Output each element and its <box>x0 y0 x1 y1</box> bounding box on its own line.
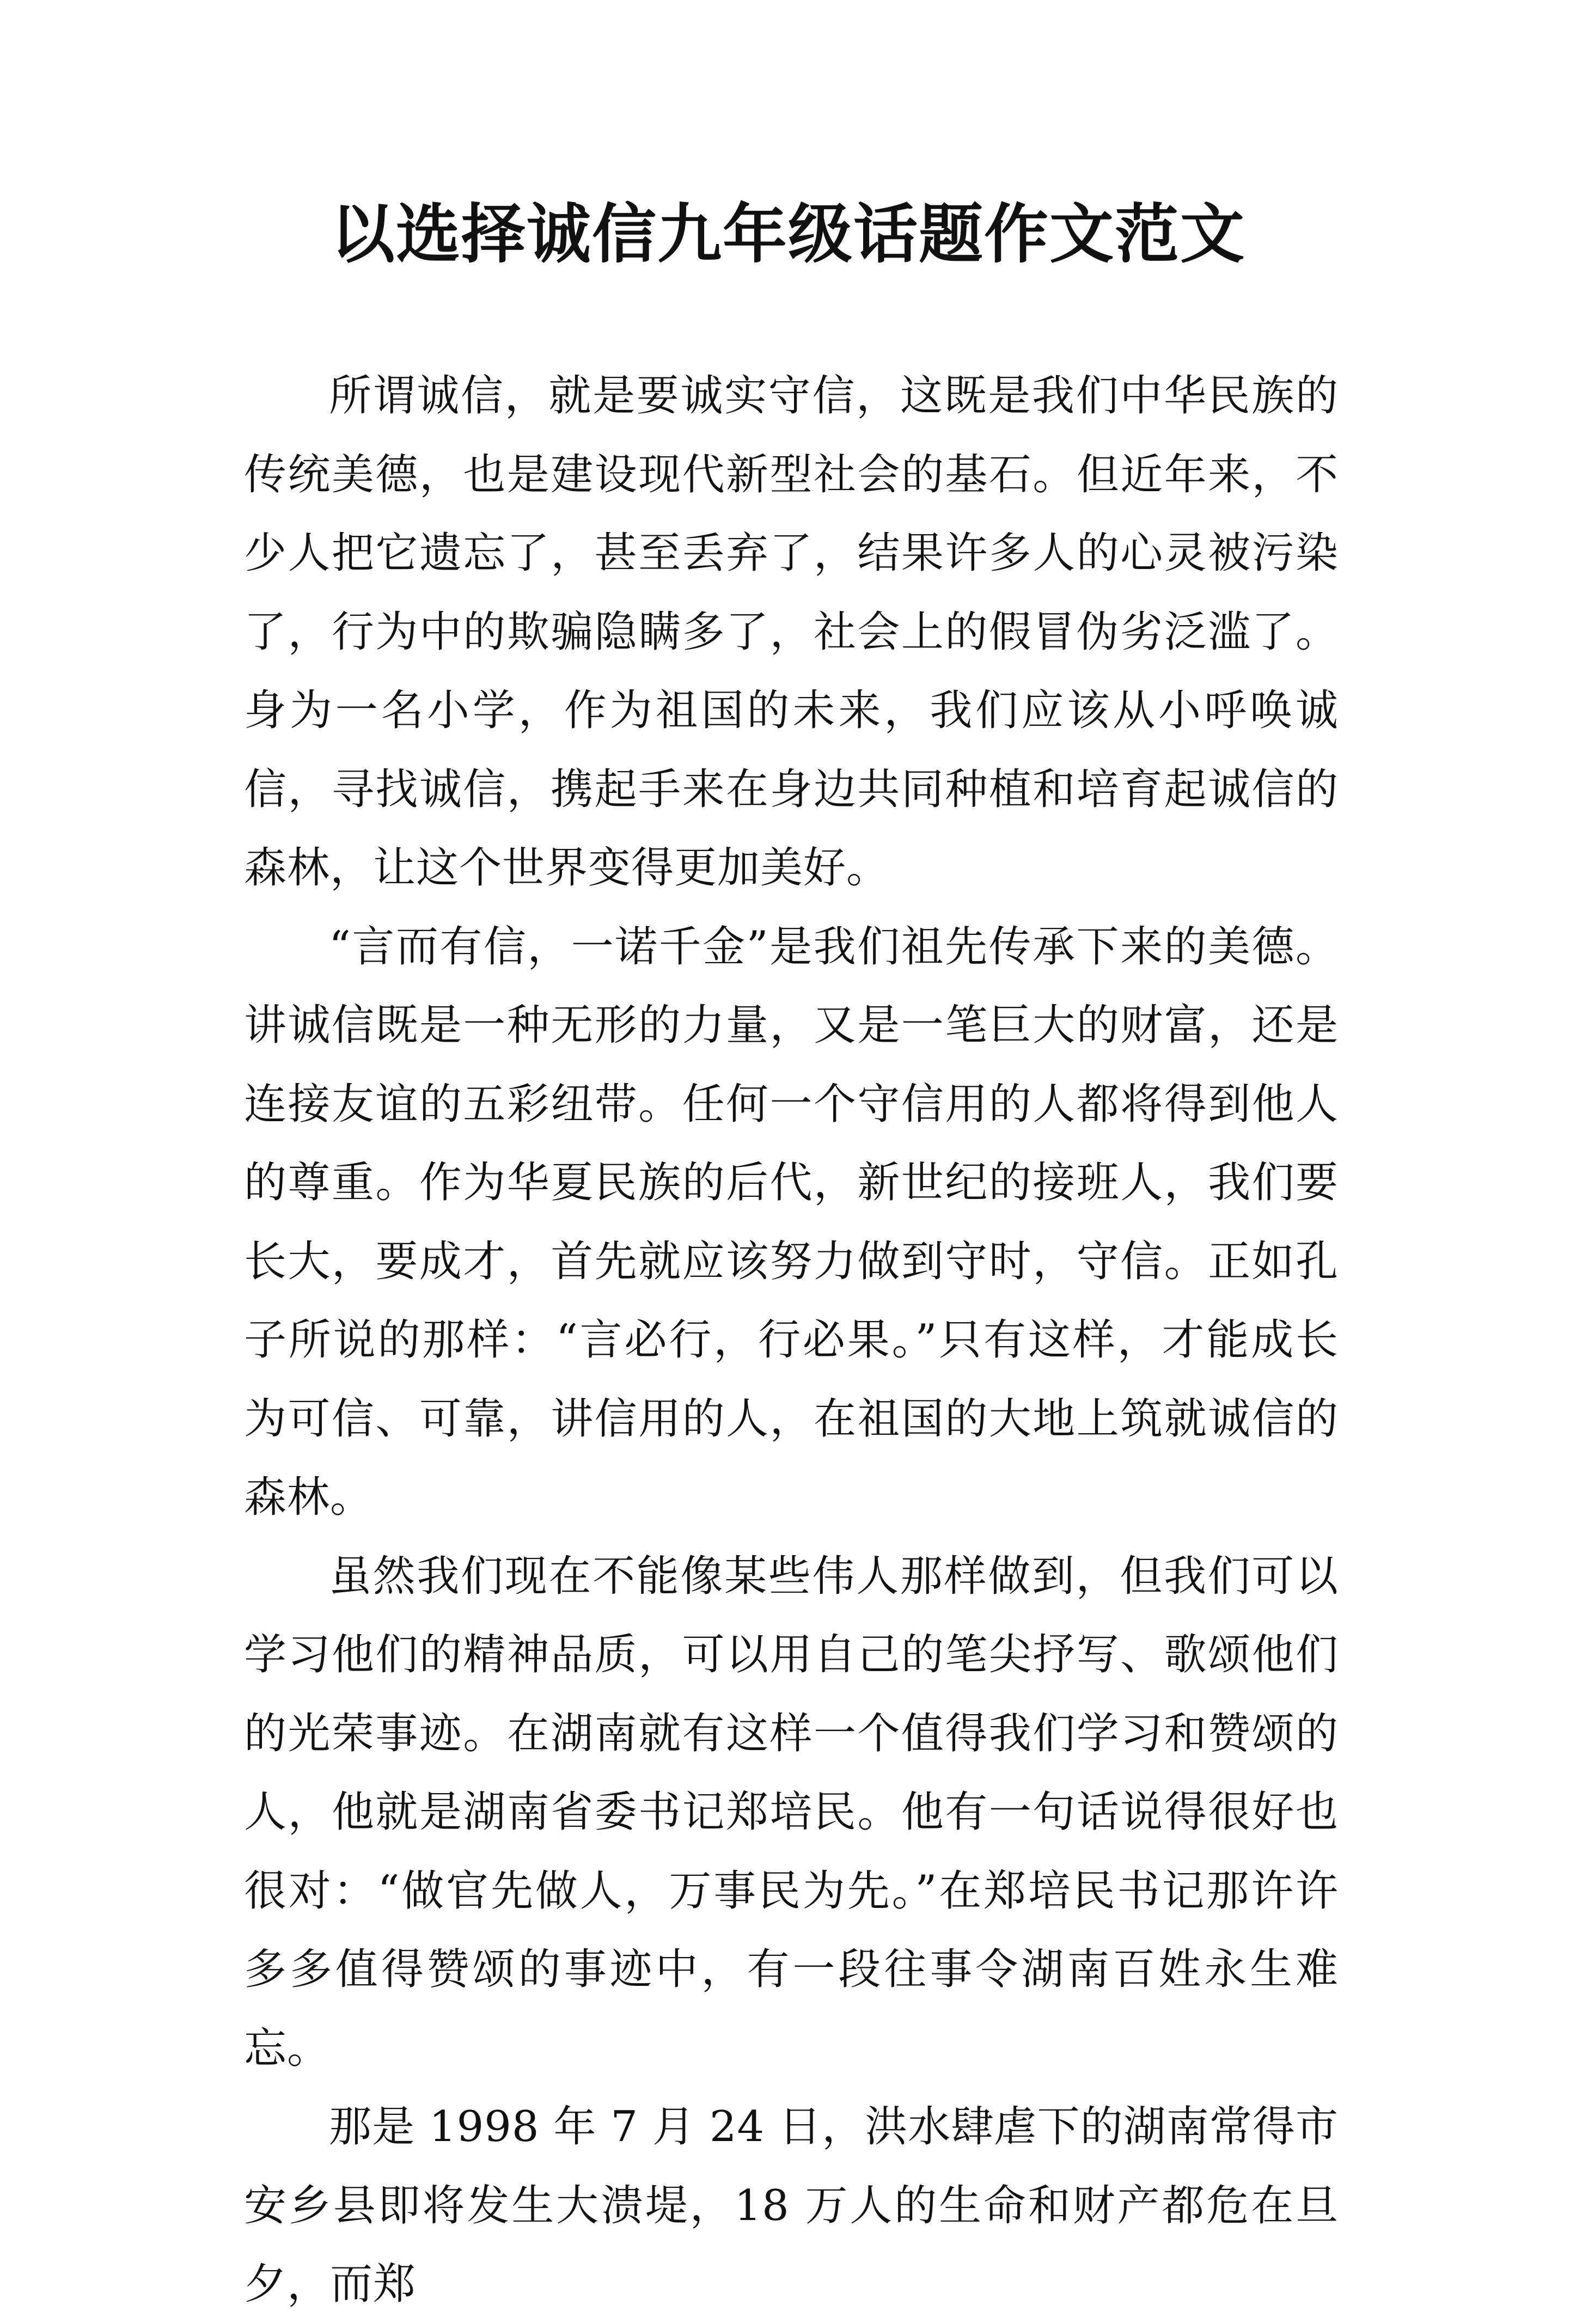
paragraph-1: 所谓诚信，就是要诚实守信，这既是我们中华民族的传统美德，也是建设现代新型社会的基石。但近年来，不少人把它遗忘了，甚至丢弃了，结果许多人的心灵被污染了，行为中的欺骗隐瞒多了，社会上的假冒伪劣泛滥了。身为一名小学，作为祖国的未来，我们应该从小呼唤诚信，寻找诚信，携起手来在身边共同种植和培育起诚信的森林，让这个世界变得更加美好。 <box>244 371 1339 892</box>
document-title: 以选择诚信九年级话题作文范文 <box>330 196 1245 272</box>
paragraph-3: 虽然我们现在不能像某些伟人那样做到，但我们可以学习他们的精神品质，可以用自己的笔尖抒写、歌颂他们的光荣事迹。在湖南就有这样一个值得我们学习和赞颂的人，他就是湖南省委书记郑培民。他有一句话说得很好也很对：“做官先做人，万事民为先。”在郑培民书记那许许多多值得赞颂的事迹中，有一段往事令湖南百姓永生难忘。 <box>244 1551 1339 2073</box>
paragraph-4: 那是 1998 年 7 月 24 日，洪水肆虐下的湖南常得市安乡县即将发生大溃堤，18 万人的生命和财产都危在旦夕，而郑 <box>244 2102 1339 2309</box>
document-body <box>244 357 1339 2324</box>
paragraph-2: “言而有信，一诺千金”是我们祖先传承下来的美德。讲诚信既是一种无形的力量，又是一笔巨大的财富，还是连接友谊的五彩纽带。任何一个守信用的人都将得到他人的尊重。作为华夏民族的后代，新世纪的接班人，我们要长大，要成才，首先就应该努力做到守时，守信。正如孔子所说的那样：“言必行，行必果。”只有这样，才能成长为可信、可靠，讲信用的人，在祖国的大地上筑就诚信的森林。 <box>244 922 1339 1522</box>
